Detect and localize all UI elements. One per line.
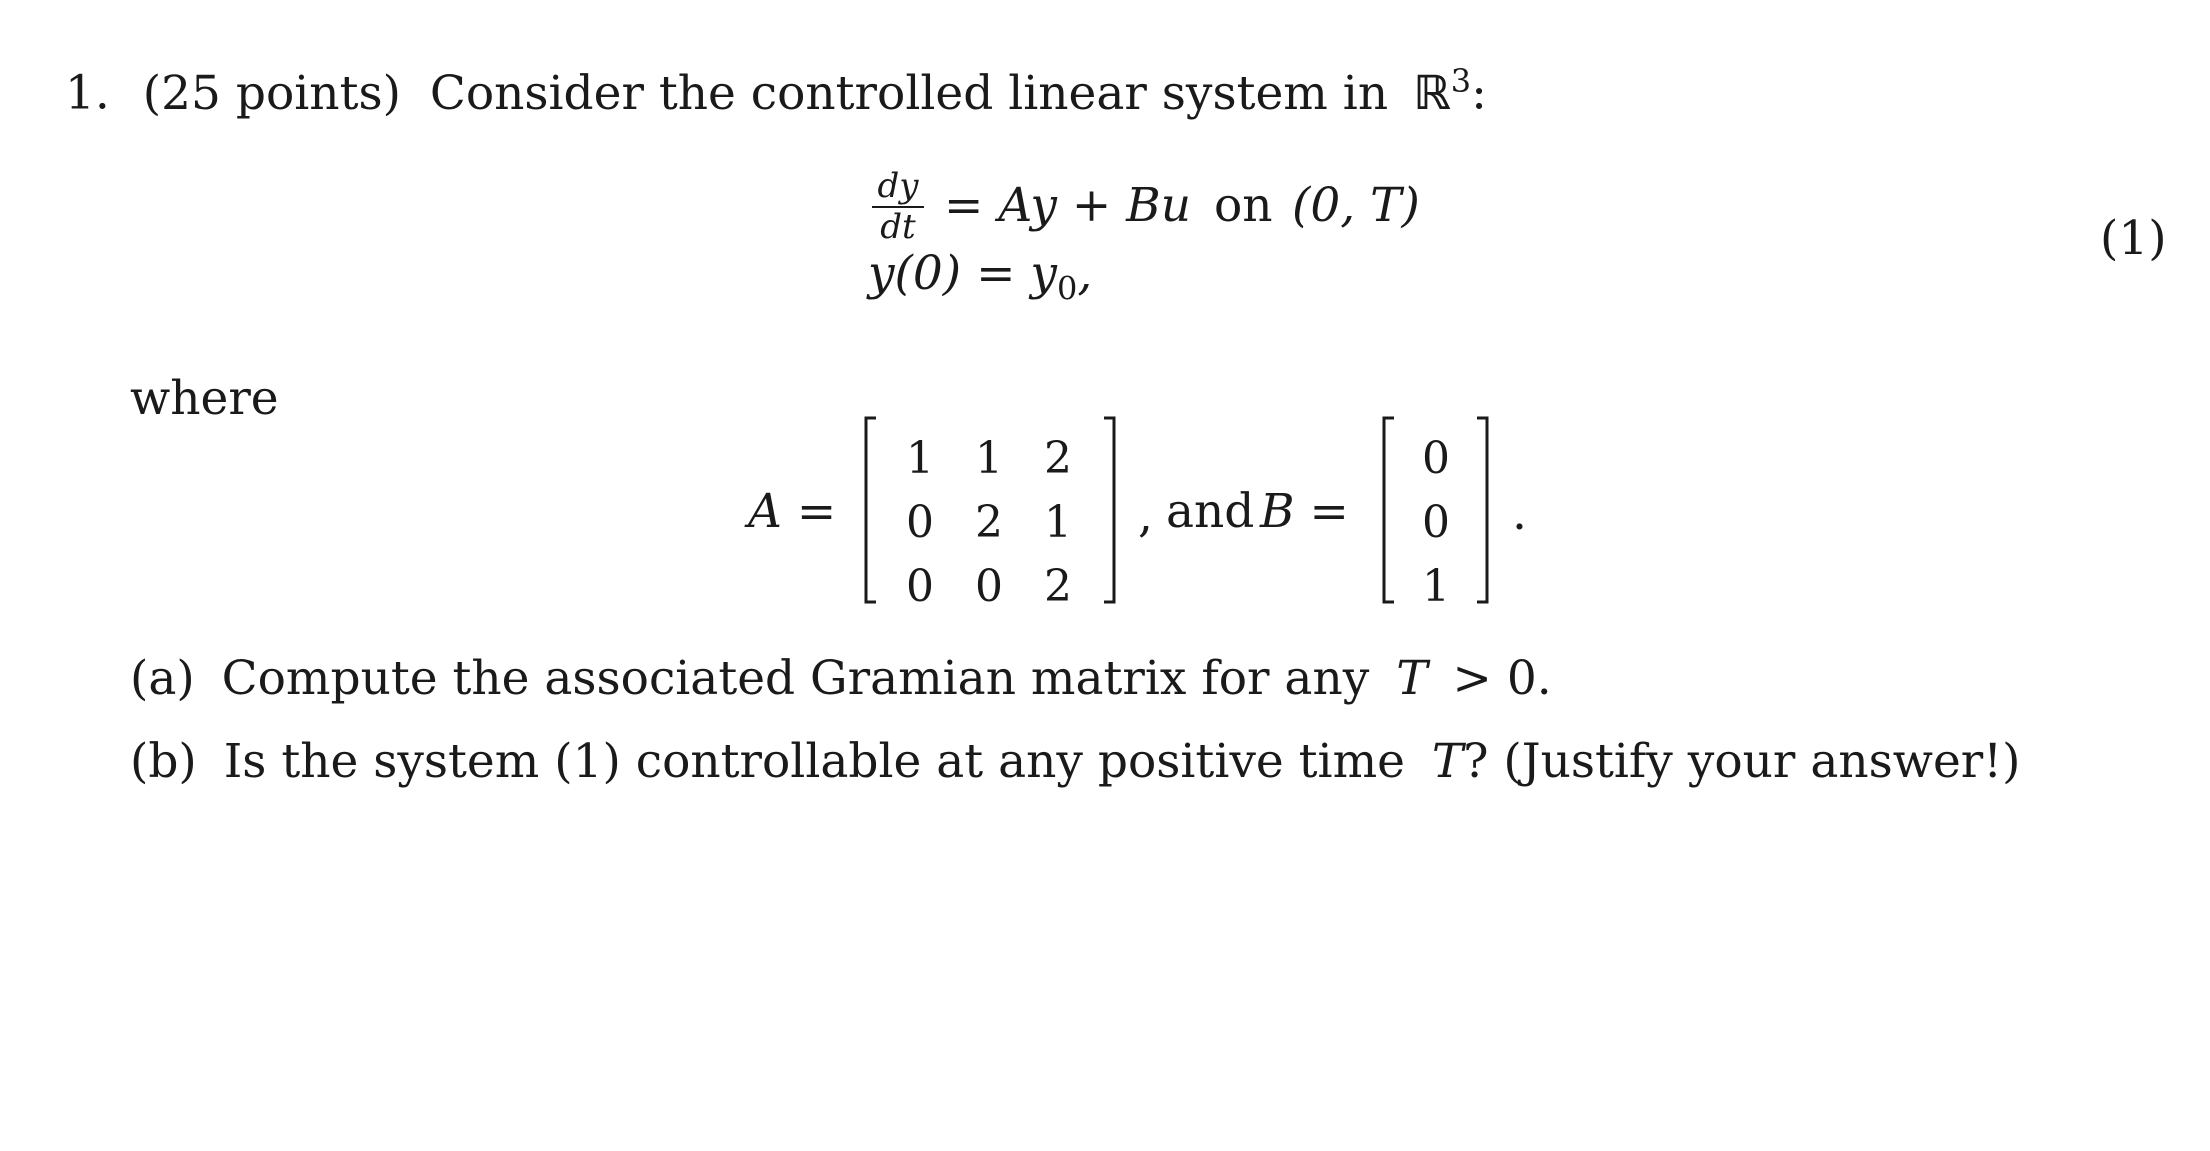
- equation-2: [868, 246, 1093, 308]
- where-text: where: [130, 371, 279, 426]
- part-a-math: T: [1396, 651, 1428, 706]
- matrix-a-cell: 1: [1044, 497, 1072, 548]
- matrix-a-cell: 1: [906, 433, 934, 484]
- matrix-separator-comma: ,: [1138, 488, 1153, 543]
- matrix-a-cell: 2: [1044, 561, 1072, 612]
- part-b-math: T: [1431, 734, 1464, 789]
- part-b: [130, 734, 2021, 789]
- problem-intro: Consider the controlled linear system in: [429, 65, 1389, 121]
- matrix-a-cell: 2: [975, 497, 1003, 548]
- part-b-text: Is the system (1) controllable at any positive time: [223, 734, 1405, 789]
- matrix-a-cell: 0: [906, 561, 934, 612]
- system-fraction: [868, 166, 928, 247]
- matrix-a-cell: 0: [906, 497, 934, 548]
- matrix-b-cell: 1: [1422, 561, 1450, 612]
- problem-intro-colon: :: [1471, 65, 1487, 121]
- part-a: [130, 651, 1552, 706]
- matrix-a-left-bracket: [866, 418, 876, 602]
- part-a-text: Compute the associated Gramian matrix for any: [221, 651, 1370, 706]
- fraction-denominator: dt: [880, 207, 916, 247]
- matrix-b-cell: 0: [1422, 433, 1450, 484]
- matrix-b-label: B =: [1260, 484, 1349, 539]
- matrix-a-cell: 0: [975, 561, 1003, 612]
- equation-label: (1): [2100, 211, 2167, 266]
- real-space-symbol: ℝ: [1413, 65, 1451, 121]
- matrix-a-label: A =: [748, 484, 837, 539]
- equation-2-subscript: 0: [1056, 269, 1078, 308]
- part-a-text-end: > 0.: [1452, 651, 1552, 706]
- equation-1-on: on: [1214, 178, 1273, 233]
- matrix-b: [1378, 415, 1498, 615]
- real-space-exponent: 3: [1450, 62, 1472, 100]
- equation-2-comma: ,: [1077, 246, 1093, 301]
- part-a-label: (a): [130, 651, 195, 706]
- problem-number: 1.: [65, 65, 110, 121]
- matrix-period: .: [1512, 486, 1527, 541]
- and-text: and: [1166, 484, 1255, 539]
- part-b-label: (b): [130, 734, 197, 789]
- matrix-a-cell: 2: [1044, 433, 1072, 484]
- problem-points: (25 points): [142, 65, 401, 121]
- matrix-a: [860, 415, 1120, 615]
- matrix-b-cell: 0: [1422, 497, 1450, 548]
- equation-1-interval: (0, T): [1292, 178, 1420, 233]
- problem-header: [65, 62, 1487, 121]
- part-b-text-end: ? (Justify your answer!): [1463, 734, 2021, 789]
- matrix-b-left-bracket: [1384, 418, 1394, 602]
- matrix-b-right-bracket: [1477, 418, 1487, 602]
- equation-2-lhs: y(0) = y: [868, 246, 1057, 301]
- fraction-numerator: dy: [877, 166, 919, 206]
- matrix-a-cell: 1: [975, 433, 1003, 484]
- matrix-a-right-bracket: [1104, 418, 1114, 602]
- equation-1-rhs: = Ay + Bu: [944, 178, 1191, 233]
